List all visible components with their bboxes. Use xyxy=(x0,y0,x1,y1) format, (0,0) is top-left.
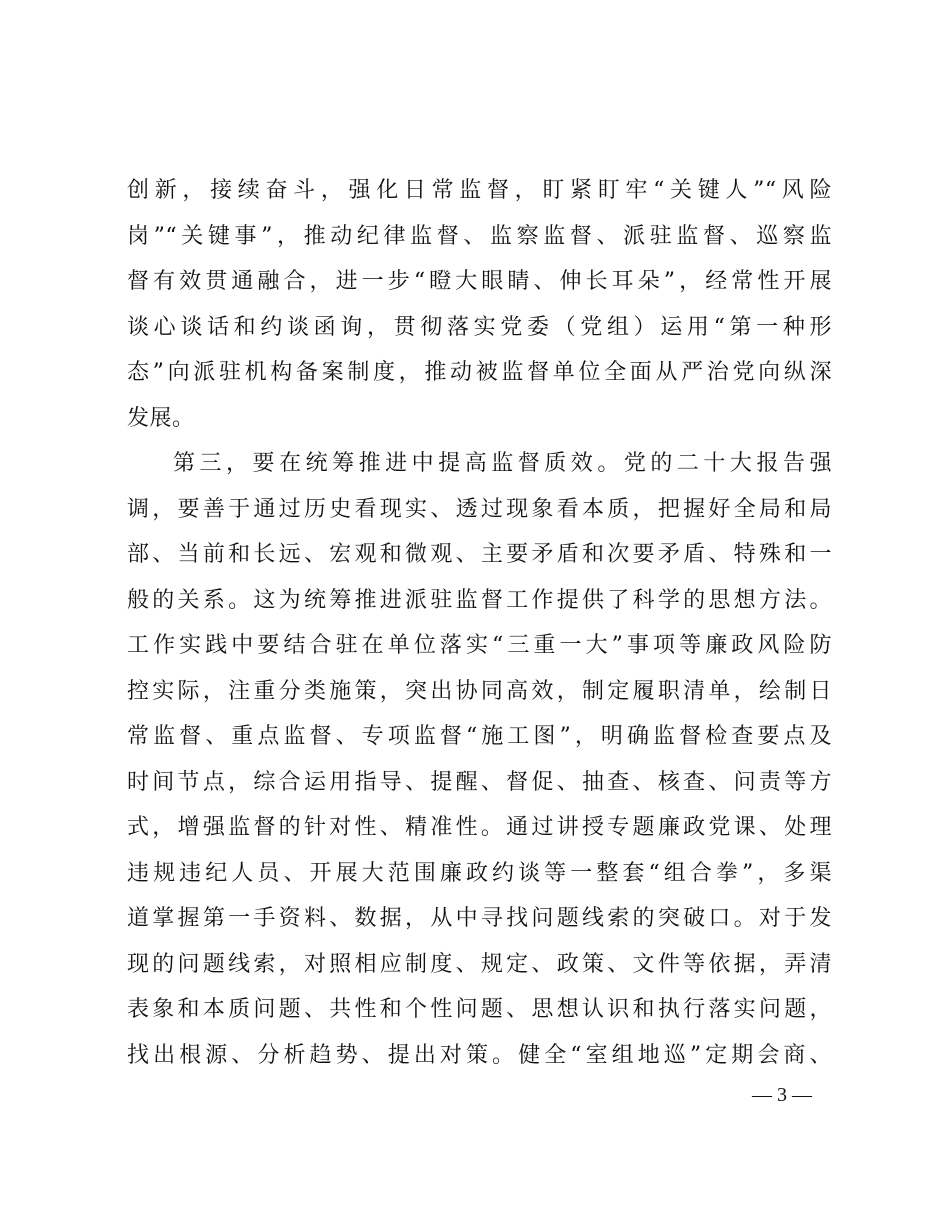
body-text xyxy=(127,168,832,1078)
text-line: 般的关系。这为统筹推进派驻监督工作提供了科学的思想方法。 xyxy=(127,587,832,613)
text-line: 表象和本质问题、共性和个性问题、思想认识和执行落实问题， xyxy=(127,997,832,1022)
text-line: 常监督、重点监督、专项监督“施工图”，明确监督检查要点及 xyxy=(127,724,832,749)
paragraph-start-line: 第三，要在统筹推进中提高监督质效。党的二十大报告强 xyxy=(173,451,832,476)
text-line: 调，要善于通过历史看现实、透过现象看本质，把握好全局和局 xyxy=(127,496,832,522)
text-line: 工作实践中要结合驻在单位落实“三重一大”事项等廉政风险防 xyxy=(127,633,832,658)
text-line: 违规违纪人员、开展大范围廉政约谈等一整套“组合拳”，多渠 xyxy=(127,860,832,886)
text-line: 时间节点，综合运用指导、提醒、督促、抽查、核查、问责等方 xyxy=(127,769,832,795)
text-line: 督有效贯通融合，进一步“瞪大眼睛、伸长耳朵”，经常性开展 xyxy=(127,269,832,294)
text-line: 发展。 xyxy=(127,405,195,431)
text-line: 创新，接续奋斗，强化日常监督，盯紧盯牢“关键人”“风险 xyxy=(127,178,832,203)
text-line: 控实际，注重分类施策，突出协同高效，制定履职清单，绘制日 xyxy=(127,678,832,704)
page-number: — 3 — xyxy=(752,1084,812,1106)
text-line: 谈心谈话和约谈函询，贯彻落实党委（党组）运用“第一种形 xyxy=(127,314,832,340)
text-line: 道掌握第一手资料、数据，从中寻找问题线索的突破口。对于发 xyxy=(127,906,832,931)
text-line: 岗”“关键事”，推动纪律监督、监察监督、派驻监督、巡察监 xyxy=(127,223,832,249)
text-line: 现的问题线索，对照相应制度、规定、政策、文件等依据，弄清 xyxy=(127,951,832,977)
text-line: 部、当前和长远、宏观和微观、主要矛盾和次要矛盾、特殊和一 xyxy=(127,542,832,567)
text-line: 找出根源、分析趋势、提出对策。健全“室组地巡”定期会商、 xyxy=(127,1042,832,1068)
text-line: 式，增强监督的针对性、精准性。通过讲授专题廉政党课、处理 xyxy=(127,815,832,840)
text-line: 态”向派驻机构备案制度，推动被监督单位全面从严治党向纵深 xyxy=(127,360,832,385)
